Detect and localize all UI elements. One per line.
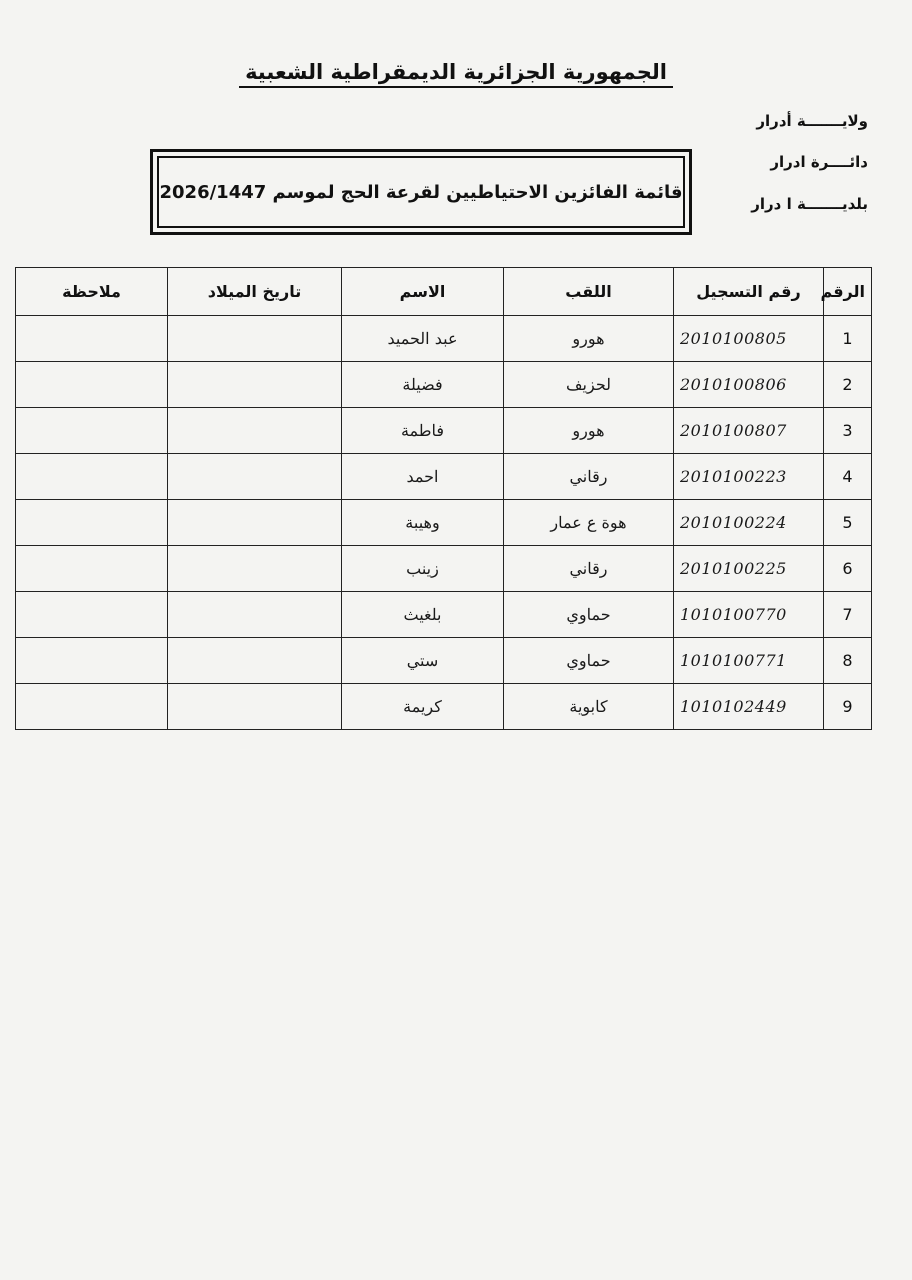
name-cell: فضيلة	[342, 362, 504, 408]
header-surname: اللقب	[504, 268, 674, 316]
registration-number: 2010100225	[674, 546, 824, 592]
daira-label: دائــــرة ادرار	[770, 153, 868, 171]
table-row	[16, 638, 872, 684]
header-birthdate: تاريخ الميلاد	[168, 268, 342, 316]
birthdate-cell	[168, 592, 342, 638]
birthdate-cell	[168, 454, 342, 500]
registration-number: 2010100223	[674, 454, 824, 500]
surname-cell: حماوي	[504, 592, 674, 638]
birthdate-cell	[168, 546, 342, 592]
table-row	[16, 684, 872, 730]
registration-number: 2010100224	[674, 500, 824, 546]
row-number: 4	[824, 454, 872, 500]
row-number: 8	[824, 638, 872, 684]
header-note: ملاحظة	[16, 268, 168, 316]
table-row	[16, 362, 872, 408]
table-header-row	[16, 268, 872, 316]
row-number: 3	[824, 408, 872, 454]
name-cell: فاطمة	[342, 408, 504, 454]
surname-cell: هورو	[504, 316, 674, 362]
note-cell	[16, 546, 168, 592]
row-number: 2	[824, 362, 872, 408]
row-number: 5	[824, 500, 872, 546]
header-number: الرقم	[824, 268, 872, 316]
document-title: قائمة الفائزين الاحتياطيين لقرعة الحج لموسم 2026/1447	[159, 181, 683, 203]
row-number: 9	[824, 684, 872, 730]
header-name: الاسم	[342, 268, 504, 316]
name-cell: زينب	[342, 546, 504, 592]
row-number: 1	[824, 316, 872, 362]
surname-cell: رقاني	[504, 546, 674, 592]
note-cell	[16, 592, 168, 638]
table-row	[16, 592, 872, 638]
baladiya-label: بلديـــــــة ا درار	[751, 195, 868, 213]
wilaya-label: ولايـــــــة أدرار	[756, 112, 868, 130]
republic-heading	[0, 60, 912, 84]
note-cell	[16, 500, 168, 546]
republic-heading-text: الجمهورية الجزائرية الديمقراطية الشعبية	[239, 60, 673, 88]
note-cell	[16, 316, 168, 362]
surname-cell: هورو	[504, 408, 674, 454]
registration-number: 2010100805	[674, 316, 824, 362]
name-cell: بلغيث	[342, 592, 504, 638]
birthdate-cell	[168, 316, 342, 362]
title-inner-frame	[157, 156, 685, 228]
surname-cell: كابوية	[504, 684, 674, 730]
name-cell: احمد	[342, 454, 504, 500]
surname-cell: هوة ع عمار	[504, 500, 674, 546]
surname-cell: لحزيف	[504, 362, 674, 408]
birthdate-cell	[168, 408, 342, 454]
birthdate-cell	[168, 362, 342, 408]
registration-number: 1010102449	[674, 684, 824, 730]
row-number: 7	[824, 592, 872, 638]
note-cell	[16, 684, 168, 730]
birthdate-cell	[168, 684, 342, 730]
name-cell: كريمة	[342, 684, 504, 730]
note-cell	[16, 638, 168, 684]
table-row	[16, 408, 872, 454]
table-row	[16, 454, 872, 500]
row-number: 6	[824, 546, 872, 592]
note-cell	[16, 362, 168, 408]
table-row	[16, 316, 872, 362]
name-cell: ستي	[342, 638, 504, 684]
birthdate-cell	[168, 500, 342, 546]
name-cell: عبد الحميد	[342, 316, 504, 362]
registration-number: 1010100770	[674, 592, 824, 638]
table-row	[16, 500, 872, 546]
header-registration: رقم التسجيل	[674, 268, 824, 316]
table-row	[16, 546, 872, 592]
surname-cell: حماوي	[504, 638, 674, 684]
note-cell	[16, 454, 168, 500]
winners-table	[15, 267, 872, 730]
registration-number: 2010100807	[674, 408, 824, 454]
title-frame	[150, 149, 692, 235]
name-cell: وهيبة	[342, 500, 504, 546]
note-cell	[16, 408, 168, 454]
registration-number: 1010100771	[674, 638, 824, 684]
surname-cell: رقاني	[504, 454, 674, 500]
registration-number: 2010100806	[674, 362, 824, 408]
birthdate-cell	[168, 638, 342, 684]
